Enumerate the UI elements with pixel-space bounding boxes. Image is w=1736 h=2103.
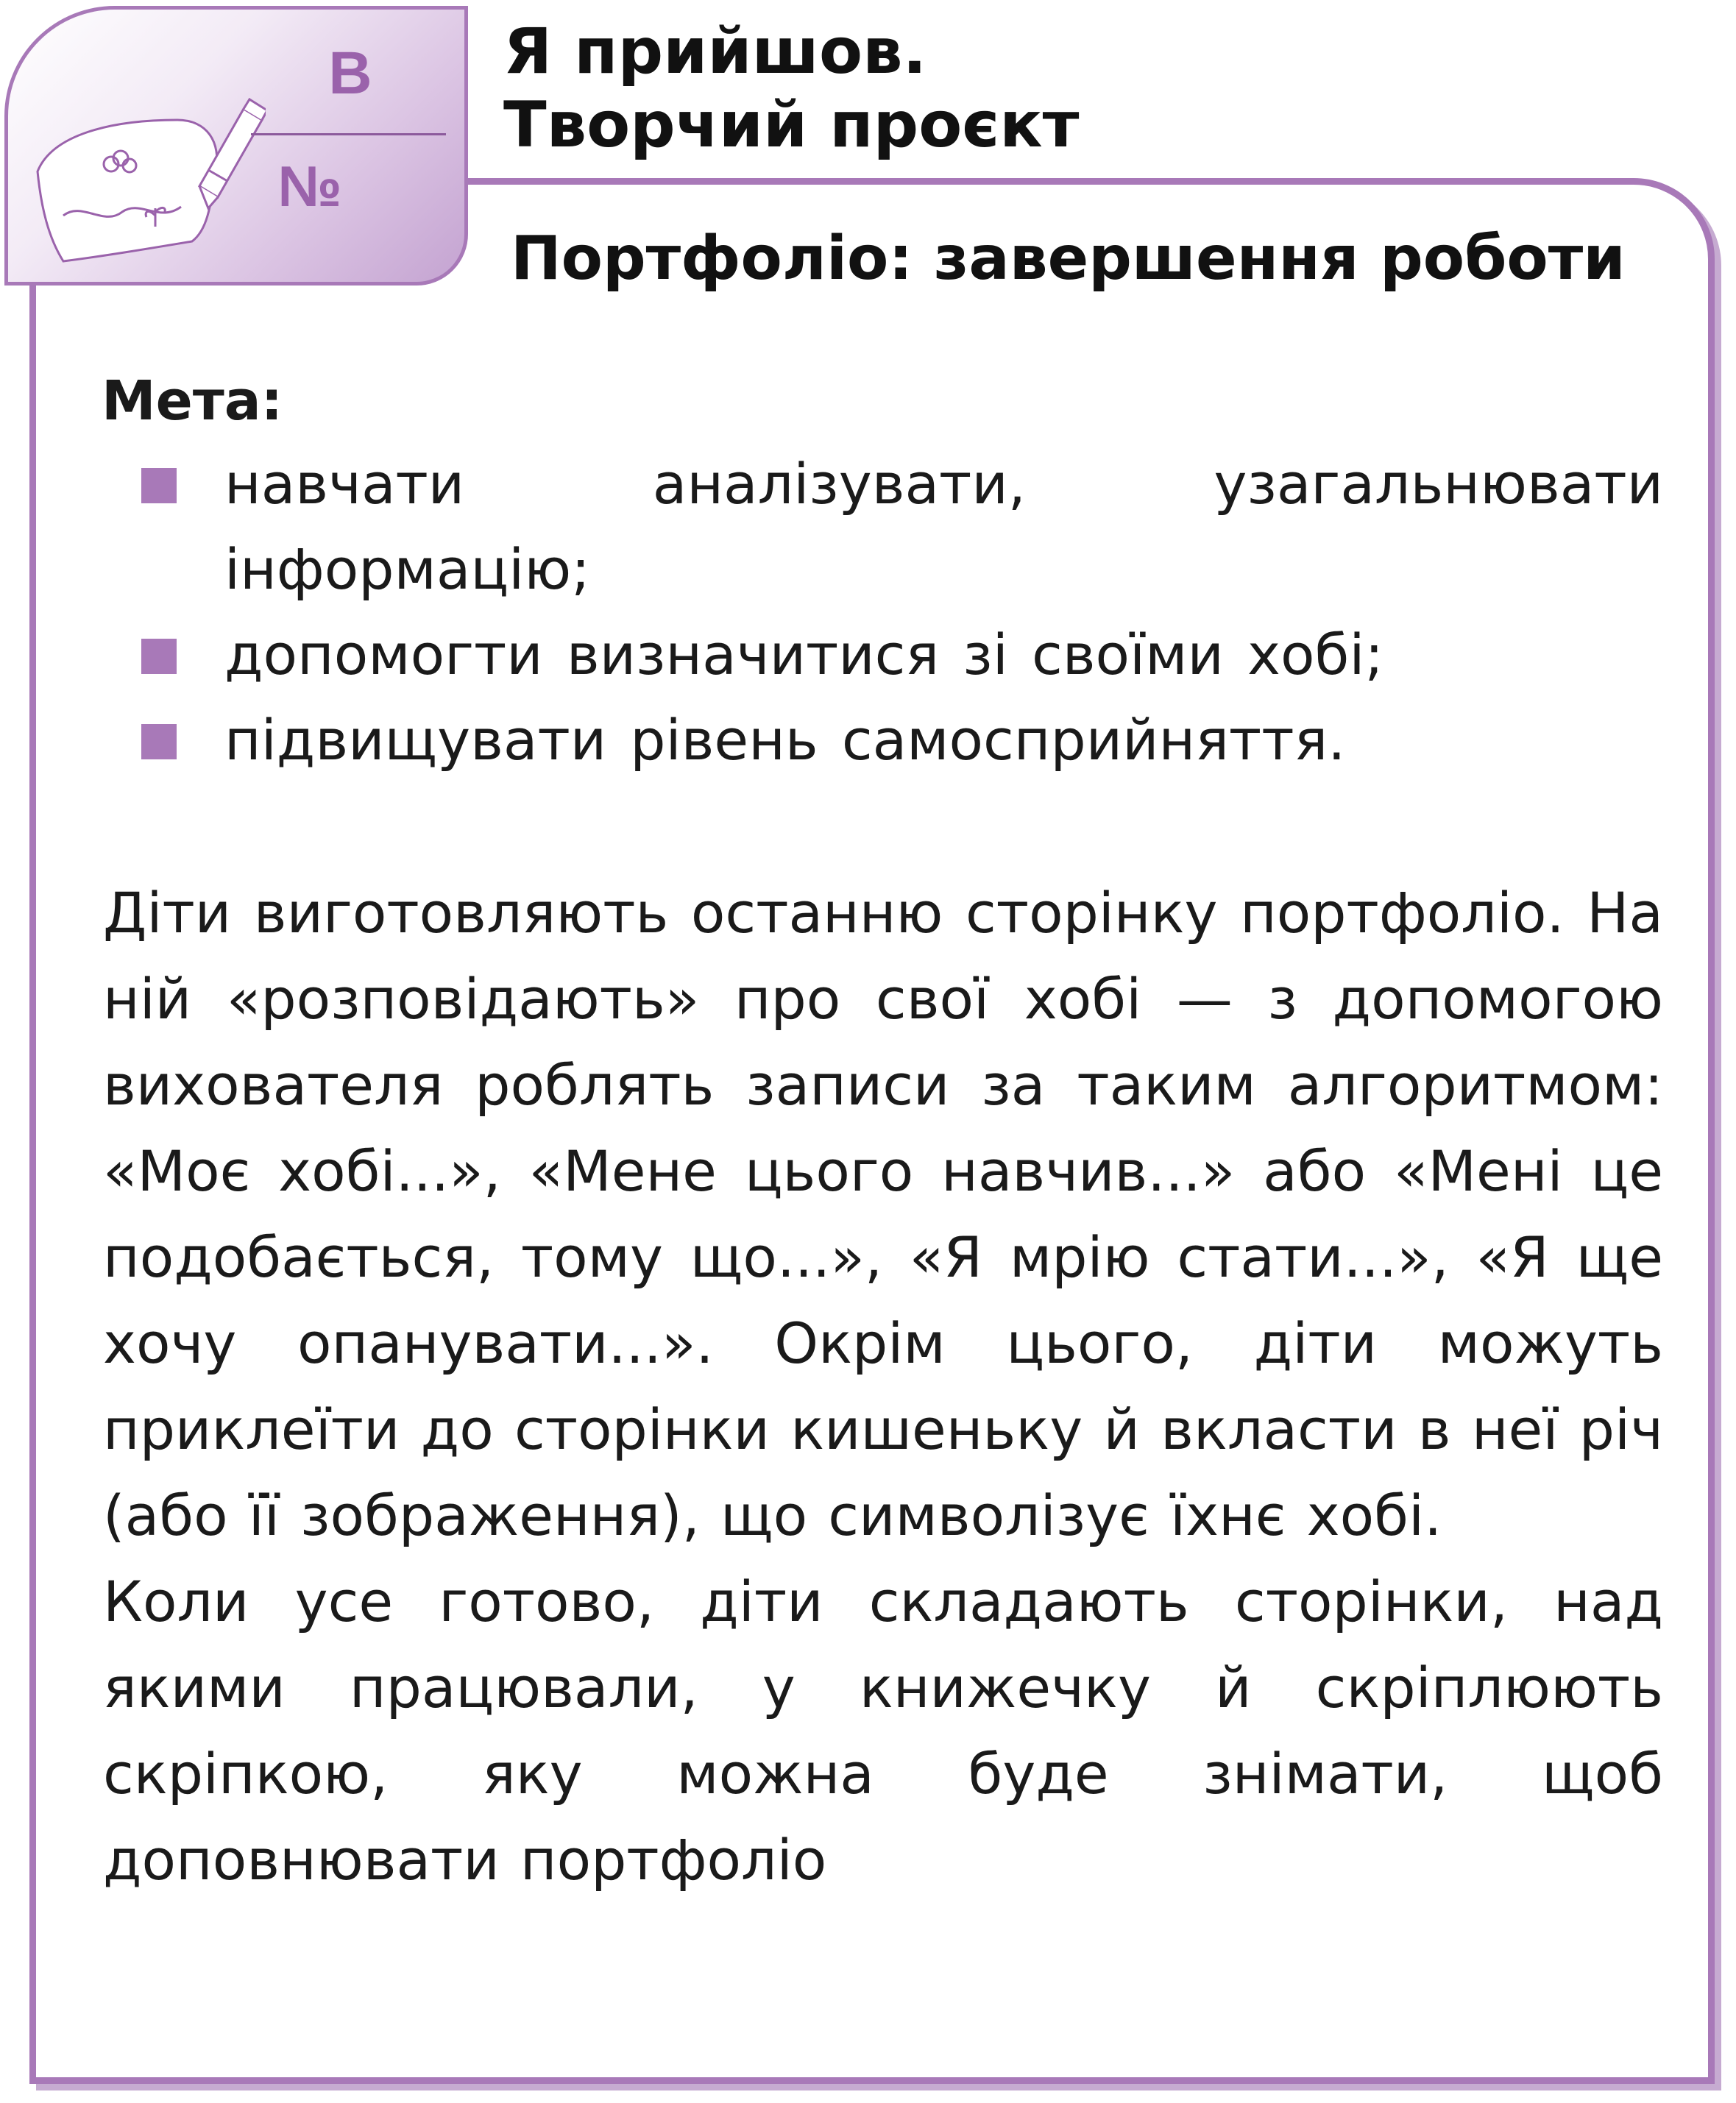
badge-divider	[251, 133, 446, 135]
badge-number: №	[277, 154, 342, 219]
square-bullet-icon	[141, 639, 177, 674]
list-item	[103, 441, 1663, 612]
drawing-paper-pencil-icon	[23, 91, 266, 274]
list-item	[103, 612, 1663, 698]
page-title	[503, 15, 1079, 162]
goal-text: підвищувати рівень самосприйняття.	[224, 707, 1346, 773]
section-badge	[4, 6, 468, 286]
square-bullet-icon	[141, 468, 177, 503]
section-subtitle: Портфоліо: завершення роботи	[511, 224, 1626, 294]
page-title-line-2: Творчий проєкт	[503, 88, 1080, 162]
page-title-line-1: Я прийшов.	[503, 15, 927, 88]
badge-letter: В	[328, 40, 372, 107]
body-text	[103, 870, 1663, 1903]
paragraph: Коли усе готово, діти складають сторінки, над якими працювали, у книжечку й скріплюють скріпкою, яку можна буде знімати, щоб доповнювати портфоліо	[103, 1569, 1663, 1893]
goals-label: Мета:	[102, 369, 283, 433]
square-bullet-icon	[141, 724, 177, 759]
list-item	[103, 698, 1663, 783]
goals-list	[103, 441, 1663, 783]
paragraph: Діти виготовляють останню сторінку портфоліо. На ній «розповідають» про свої хобі — з допомогою вихователя роблять записи за таким алгоритмом: «Моє хобі...», «Мене цього навчив...» або «Мені це подобається, тому що...», «Я мрію стати...», «Я ще хочу опанувати...». Окрім цього, діти можуть приклеїти до сторінки кишеньку й вкласти в неї річ (або її зображення), що символізує їхнє хобі.	[103, 880, 1663, 1548]
goal-text: навчати аналізувати, узагальнювати інформацію;	[224, 451, 1663, 602]
goal-text: допомогти визначитися зі своїми хобі;	[224, 622, 1384, 687]
